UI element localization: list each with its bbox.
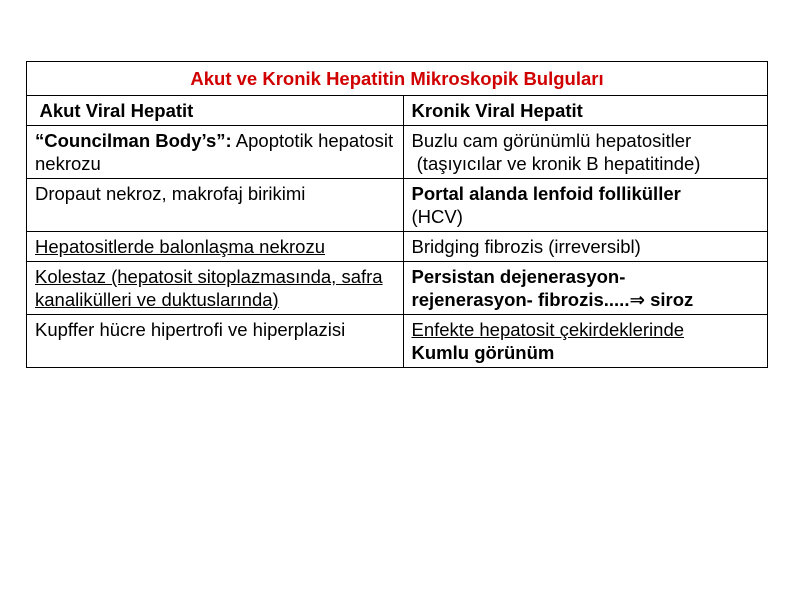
table-row (27, 262, 768, 315)
table-title: Akut ve Kronik Hepatitin Mikroskopik Bulguları (27, 62, 768, 96)
table-row (27, 126, 768, 179)
acute-cell-ballooning-necrosis: Hepatositlerde balonlaşma nekrozu (27, 232, 404, 262)
table-header-row (27, 96, 768, 126)
acute-cell-cholestasis: Kolestaz (hepatosit sitoplazmasında, safra kanalikülleri ve duktuslarında) (27, 262, 404, 315)
chronic-cell-ground-glass (403, 126, 768, 179)
microscopic-findings-table (26, 61, 768, 368)
infected-nuclei-text: Enfekte hepatosit çekirdeklerinde (411, 319, 685, 340)
table-title-row (27, 62, 768, 96)
header-chronic-viral-hepatitis: Kronik Viral Hepatit (403, 96, 768, 126)
chronic-cell-persistent-degeneration (403, 262, 768, 315)
acute-cell-dropout-necrosis: Dropaut nekroz, makrofaj birikimi (27, 179, 404, 232)
chronic-cell-sanded-nuclei (403, 315, 768, 368)
header-acute-viral-hepatitis: Akut Viral Hepatit (27, 96, 404, 126)
ground-glass-line1: Buzlu cam görünümlü hepatositler (411, 130, 692, 151)
hcv-note: (HCV) (411, 206, 463, 227)
lymphoid-follicles-text: Portal alanda lenfoid folliküller (411, 183, 681, 204)
table-row (27, 315, 768, 368)
councilman-term: “Councilman Body’s”: (35, 130, 232, 151)
chronic-cell-bridging-fibrosis: Bridging fibrozis (irreversibl) (403, 232, 768, 262)
ground-glass-line2: (taşıyıcılar ve kronik B hepatitinde) (411, 153, 701, 174)
chronic-cell-lymphoid-follicles (403, 179, 768, 232)
councilman-description: Apoptotik hepatosit nekrozu (35, 130, 394, 174)
acute-cell-kupffer: Kupffer hücre hipertrofi ve hiperplazisi (27, 315, 404, 368)
table-row (27, 232, 768, 262)
table-row (27, 179, 768, 232)
persistent-line1: Persistan dejenerasyon- (411, 266, 626, 287)
acute-cell-councilman (27, 126, 404, 179)
persistent-line2: rejenerasyon- fibrozis.....⇒ siroz (411, 289, 694, 310)
sanded-appearance-text: Kumlu görünüm (411, 342, 555, 363)
